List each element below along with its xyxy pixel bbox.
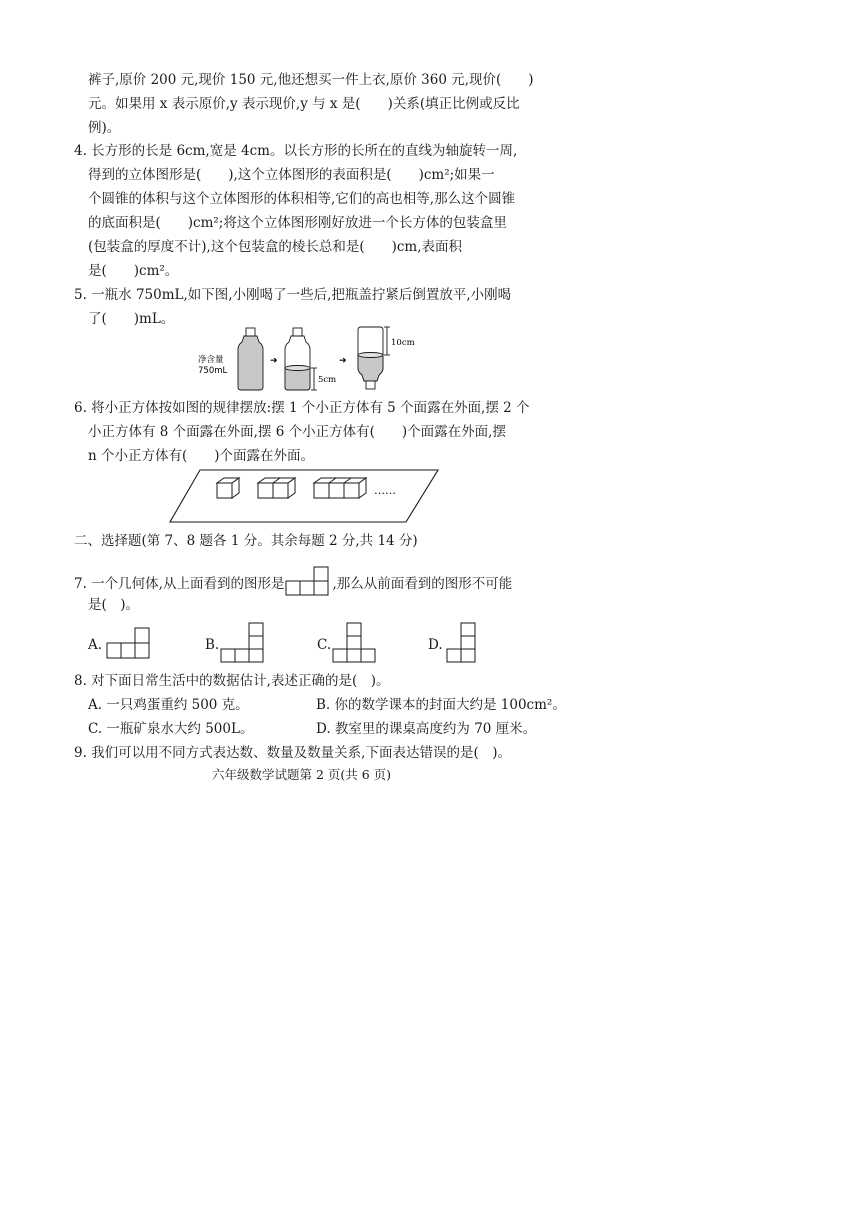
q6-line-1: 6. 将小正方体按如图的规律摆放:摆 1 个小正方体有 5 个面露在外面,摆 2 个	[74, 400, 530, 416]
q3-line-2: 元。如果用 x 表示原价,y 表示现价,y 与 x 是( )关系(填正比例或反比	[88, 96, 520, 112]
q7-option-b-figure	[220, 622, 266, 664]
upright-bottle	[285, 328, 317, 390]
q7-line-2: 是( )。	[88, 597, 140, 613]
arrow-icon: ➜	[270, 356, 278, 366]
q7-option-a-figure	[106, 626, 152, 660]
inverted-bottle	[358, 327, 390, 389]
q8-stem: 8. 对下面日常生活中的数据估计,表述正确的是( )。	[74, 673, 390, 689]
q7-top-view-figure	[285, 565, 331, 597]
cube-group-2	[258, 478, 295, 498]
q8-option-a: A. 一只鸡蛋重约 500 克。	[88, 697, 249, 713]
q3-line-3: 例)。	[88, 120, 121, 136]
q7-option-c-label: C.	[317, 637, 332, 653]
q7-option-d-figure	[446, 622, 478, 664]
platform-parallelogram	[170, 470, 438, 522]
bottle-figure	[195, 323, 425, 399]
air-height-label: 10cm	[391, 338, 415, 348]
q3-line-1: 裤子,原价 200 元,现价 150 元,他还想买一件上衣,原价 360 元,现价( )	[88, 72, 534, 88]
cube-group-1	[217, 478, 239, 498]
section-2-heading: 二、选择题(第 7、8 题各 1 分。其余每题 2 分,共 14 分)	[74, 533, 418, 549]
q4-line-3: 个圆锥的体积与这个立体图形的体积相等,它们的高也相等,那么这个圆锥	[88, 191, 516, 207]
q4-line-2: 得到的立体图形是( ),这个立体图形的表面积是( )cm²;如果一	[88, 167, 495, 183]
q6-line-2: 小正方体有 8 个面露在外面,摆 6 个小正方体有( )个面露在外面,摆	[88, 424, 506, 440]
full-bottle	[238, 328, 263, 390]
q8-option-c: C. 一瓶矿泉水大约 500L。	[88, 721, 254, 737]
net-content-label: 净含量	[198, 355, 224, 365]
q5-line-1: 5. 一瓶水 750mL,如下图,小刚喝了一些后,把瓶盖拧紧后倒置放平,小刚喝	[74, 287, 512, 303]
page-footer: 六年级数学试题第 2 页(共 6 页)	[212, 767, 392, 782]
q7-line-1	[74, 565, 512, 597]
q8-option-d: D. 教室里的课桌高度约为 70 厘米。	[316, 721, 537, 737]
q7-option-d-label: D.	[428, 637, 443, 653]
q4-line-6: 是( )cm²。	[88, 263, 179, 279]
q7-option-b-label: B.	[205, 637, 220, 653]
q8-option-b: B. 你的数学课本的封面大约是 100cm²。	[316, 697, 566, 713]
q7-option-c-figure	[332, 622, 378, 664]
q6-line-3: n 个小正方体有( )个面露在外面。	[88, 448, 315, 464]
arrow-icon: ➜	[339, 356, 347, 366]
q4-line-1: 4. 长方形的长是 6cm,宽是 4cm。以长方形的长所在的直线为轴旋转一周,	[74, 143, 518, 159]
water-height-label: 5cm	[318, 375, 337, 385]
net-content-volume: 750mL	[198, 366, 228, 376]
q9-stem: 9. 我们可以用不同方式表达数、数量及数量关系,下面表达错误的是( )。	[74, 745, 511, 761]
q7-text-before: 7. 一个几何体,从上面看到的图形是	[74, 576, 285, 592]
cube-group-3	[314, 478, 366, 498]
cube-pattern-figure	[168, 467, 440, 525]
q4-line-5: (包装盒的厚度不计),这个包装盒的棱长总和是( )cm,表面积	[88, 239, 463, 255]
q5-line-2: 了( )mL。	[88, 311, 175, 327]
q7-text-after: ,那么从前面看到的图形不可能	[332, 576, 513, 592]
q7-option-a-label: A.	[88, 637, 103, 653]
q4-line-4: 的底面积是( )cm²;将这个立体图形刚好放进一个长方体的包装盒里	[88, 215, 507, 231]
pattern-ellipsis: ……	[374, 484, 396, 497]
